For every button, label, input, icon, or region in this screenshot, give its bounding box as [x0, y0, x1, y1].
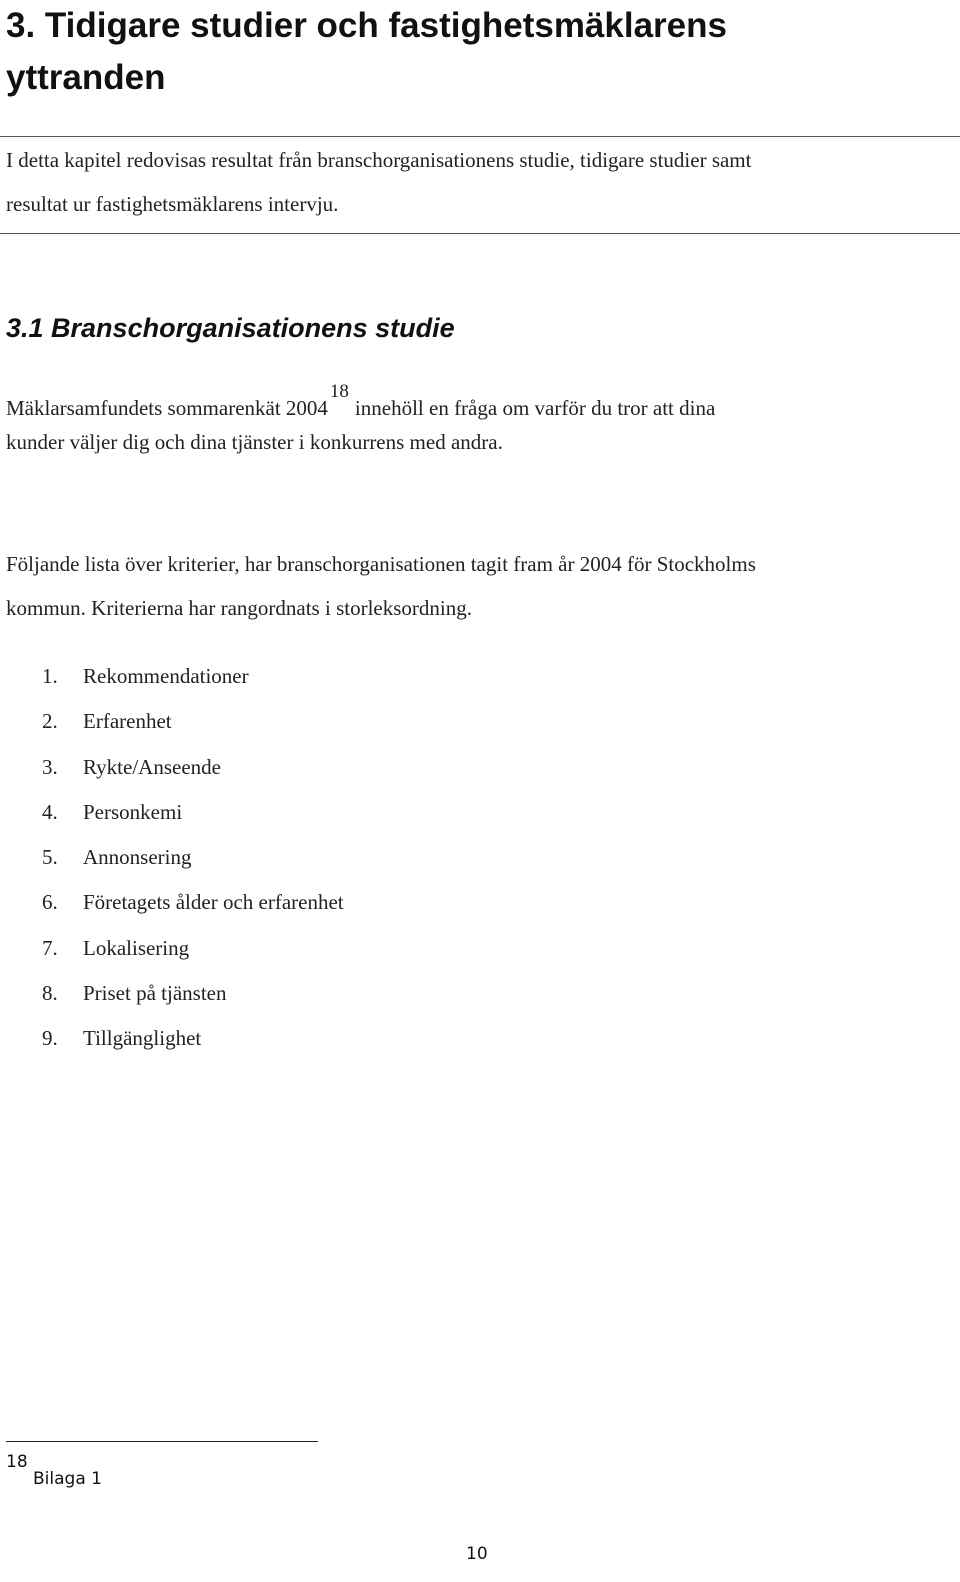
- list-item-label: Tillgänglighet: [83, 1026, 202, 1051]
- list-item-label: Lokalisering: [83, 935, 190, 960]
- criteria-intro-line2: kommun. Kriterierna har rangordnats i storleksordning.: [6, 596, 472, 620]
- list-item: [42, 790, 344, 835]
- list-item: [42, 971, 344, 1016]
- chapter-intro: [6, 138, 956, 226]
- list-item-number: 5.: [42, 845, 58, 870]
- footnote-separator: [6, 1441, 318, 1442]
- chapter-title-line2: yttranden: [6, 58, 166, 97]
- list-item-number: 2.: [42, 709, 58, 734]
- footnote-number: 18: [6, 1452, 28, 1472]
- list-item-number: 6.: [42, 890, 58, 915]
- criteria-intro-paragraph: [6, 542, 956, 630]
- list-item: [42, 880, 344, 925]
- criteria-list: [42, 654, 344, 1062]
- list-item-number: 9.: [42, 1026, 58, 1051]
- list-item-label: Priset på tjänsten: [83, 981, 227, 1006]
- survey-text-before-ref: Mäklarsamfundets sommarenkät 2004: [6, 396, 328, 420]
- list-item: [42, 1016, 344, 1061]
- list-item: [42, 835, 344, 880]
- list-item-label: Rekommendationer: [83, 664, 249, 688]
- intro-top-divider: [0, 136, 960, 137]
- list-item-label: Erfarenhet: [83, 709, 172, 734]
- list-item: [42, 654, 344, 699]
- list-item-number: 7.: [42, 935, 58, 960]
- list-item-number: 4.: [42, 799, 58, 824]
- page-number: 10: [466, 1544, 488, 1564]
- survey-paragraph: [6, 381, 956, 458]
- chapter-title-line1: 3. Tidigare studier och fastighetsmäklarens: [6, 6, 727, 45]
- list-item: [42, 926, 344, 971]
- list-item-number: 3.: [42, 754, 58, 779]
- list-item: [42, 745, 344, 790]
- list-item-number: 8.: [42, 981, 58, 1006]
- list-item-label: Personkemi: [83, 799, 183, 824]
- survey-text-after-ref: innehöll en fråga om varför du tror att dina: [354, 396, 716, 420]
- list-item-label: Rykte/Anseende: [83, 754, 221, 779]
- chapter-title: [6, 0, 906, 104]
- intro-line1: I detta kapitel redovisas resultat från branschorganisationens studie, tidigare studier samt: [6, 148, 752, 172]
- survey-line2: kunder väljer dig och dina tjänster i konkurrens med andra.: [6, 430, 503, 454]
- criteria-intro-line1: Följande lista över kriterier, har branschorganisationen tagit fram år 2004 för Stockholms: [6, 552, 756, 576]
- intro-line2: resultat ur fastighetsmäklarens intervju.: [6, 192, 339, 216]
- list-item: [42, 699, 344, 744]
- list-item-label: Företagets ålder och erfarenhet: [83, 890, 344, 915]
- section-title: 3.1 Branschorganisationens studie: [6, 313, 455, 343]
- list-item-number: 1.: [42, 664, 58, 688]
- footnote-text: Bilaga 1: [33, 1469, 102, 1489]
- list-item-label: Annonsering: [83, 845, 192, 870]
- footnote-reference[interactable]: 18: [329, 381, 349, 402]
- intro-bottom-divider: [0, 233, 960, 234]
